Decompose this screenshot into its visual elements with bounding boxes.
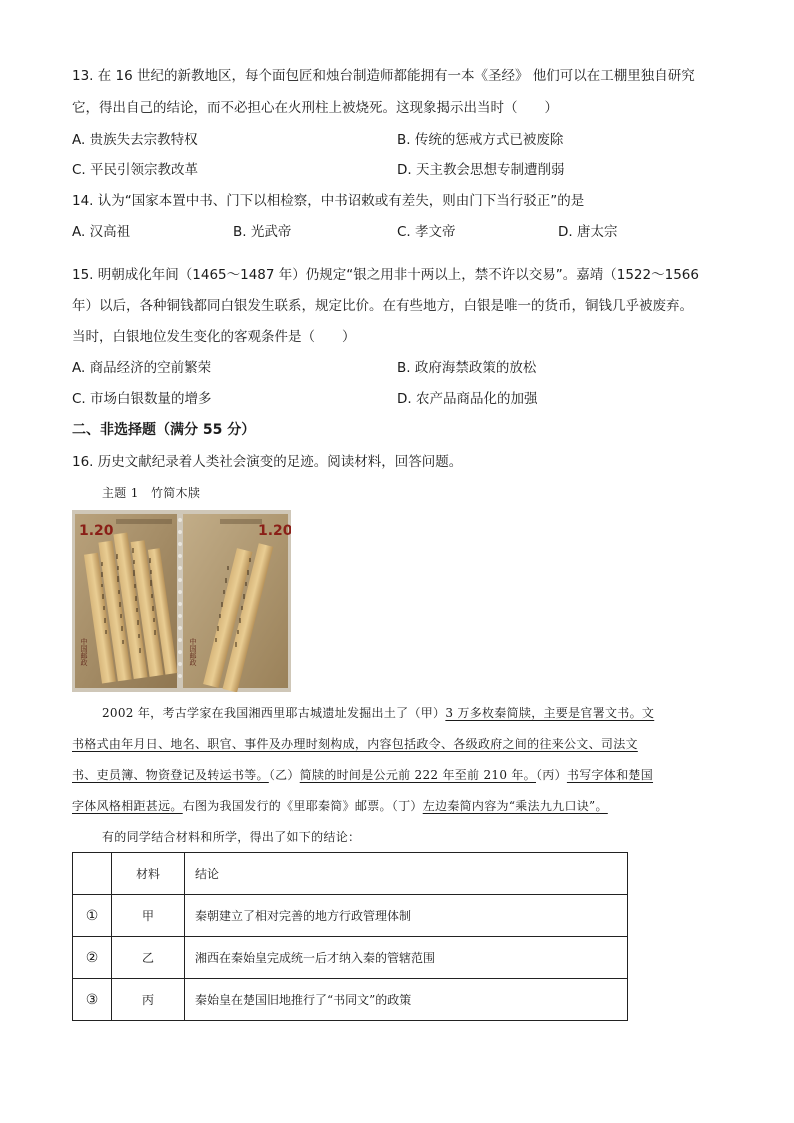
- material-underlined-text: 左边秦简内容为“乘法九九口诀”。: [422, 799, 608, 813]
- q13-option-d: D. 天主教会思想专制遭削弱: [397, 162, 565, 178]
- q13-stem-line2: 它，得出自己的结论，而不必担心在火刑柱上被烧死。这现象揭示出当时（ ）: [72, 100, 558, 116]
- table-header-cell: 材料: [112, 853, 185, 895]
- material-underlined-text: 书格式由年月日、地名、职官、事件及办理时刻构成，内容包括政令、各级政府之间的往来公文、司法文: [72, 737, 638, 751]
- q15-option-b: B. 政府海禁政策的放松: [397, 360, 537, 376]
- q15-option-c: C. 市场白银数量的增多: [72, 391, 212, 407]
- table-header-row: [73, 853, 628, 895]
- material-underlined-text: 书写字体和楚国: [566, 768, 654, 782]
- conclusion-intro: 有的同学结合材料和所学，得出了如下的结论：: [102, 830, 361, 844]
- table-cell: 秦朝建立了相对完善的地方行政管理体制: [185, 895, 628, 937]
- stamp-left-value: 1.20: [79, 523, 114, 539]
- material-text: 2002 年，考古学家在我国湘西里耶古城遗址发掘出土了（甲）: [102, 706, 446, 720]
- table-cell: 秦始皇在楚国旧地推行了“书同文”的政策: [185, 979, 628, 1021]
- material-line3: [72, 765, 653, 785]
- table-cell: 丙: [112, 979, 185, 1021]
- q15-stem-line2: 年）以后，各种铜钱都同白银发生联系，规定比价。在有些地方，白银是唯一的货币，铜钱几乎被废弃。: [72, 298, 693, 314]
- material-line2: [72, 734, 638, 754]
- table-header-cell: [73, 853, 112, 895]
- material-underlined-text: 简牍的时间是公元前 222 年至前 210 年。: [299, 768, 536, 782]
- q14-option-b: B. 光武帝: [233, 224, 292, 240]
- material-line4: [72, 796, 608, 816]
- table-cell: ①: [73, 895, 112, 937]
- q15-stem-line1: 15. 明朝成化年间（1465～1487 年）仍规定“银之用非十两以上，禁不许以交易”。嘉靖（1522～1566: [72, 267, 699, 283]
- q15-option-a: A. 商品经济的空前繁荣: [72, 360, 212, 376]
- q14-option-a: A. 汉高祖: [72, 224, 131, 240]
- material-marker-yi: （乙）: [268, 768, 300, 782]
- material-underlined-text: 3 万多枚秦简牍，主要是官署文书。文: [445, 706, 655, 720]
- table-row: [73, 937, 628, 979]
- q13-option-b: B. 传统的惩戒方式已被废除: [397, 132, 564, 148]
- liye-qin-slips-stamp-image: [72, 510, 291, 692]
- q14-option-c: C. 孝文帝: [397, 224, 456, 240]
- material-text: 右图为我国发行的《里耶秦简》邮票。（丁）: [182, 799, 423, 813]
- q13-option-c: C. 平民引领宗教改革: [72, 162, 199, 178]
- q13-option-a: A. 贵族失去宗教特权: [72, 132, 198, 148]
- q15-option-d: D. 农产品商品化的加强: [397, 391, 538, 407]
- table-cell: 甲: [112, 895, 185, 937]
- material-underlined-text: 字体风格相距甚远。: [72, 799, 183, 813]
- table-row: [73, 895, 628, 937]
- q16-theme-title: 主题 1 竹简木牍: [102, 486, 201, 500]
- q13-stem-line1: 13. 在 16 世纪的新教地区，每个面包匠和烛台制造师都能拥有一本《圣经》 他们可以在工棚里独自研究: [72, 68, 695, 84]
- conclusions-table: [72, 852, 628, 1021]
- material-underlined-text: 书、吏员簿、物资登记及转运书等。: [72, 768, 269, 782]
- table-header-cell: 结论: [185, 853, 628, 895]
- table-cell: 湘西在秦始皇完成统一后才纳入秦的管辖范围: [185, 937, 628, 979]
- q14-option-d: D. 唐太宗: [558, 224, 618, 240]
- material-line1: [102, 703, 654, 723]
- table-cell: ③: [73, 979, 112, 1021]
- q15-stem-line3: 当时，白银地位发生变化的客观条件是（ ）: [72, 329, 356, 345]
- q16-intro: 16. 历史文献纪录着人类社会演变的足迹。阅读材料，回答问题。: [72, 454, 463, 470]
- material-marker-bing: （丙）: [536, 768, 567, 782]
- table-cell: 乙: [112, 937, 185, 979]
- stamp-right-value: 1.20: [258, 523, 291, 539]
- q14-stem: 14. 认为“国家本置中书、门下以相检察，中书诏敕或有差失，则由门下当行驳正”的是: [72, 193, 585, 209]
- table-row: [73, 979, 628, 1021]
- section-heading: 二、非选择题（满分 55 分）: [72, 422, 256, 438]
- stamp-right-label: 中国邮政: [189, 638, 197, 666]
- table-cell: ②: [73, 937, 112, 979]
- stamp-left-label: 中国邮政: [80, 638, 88, 666]
